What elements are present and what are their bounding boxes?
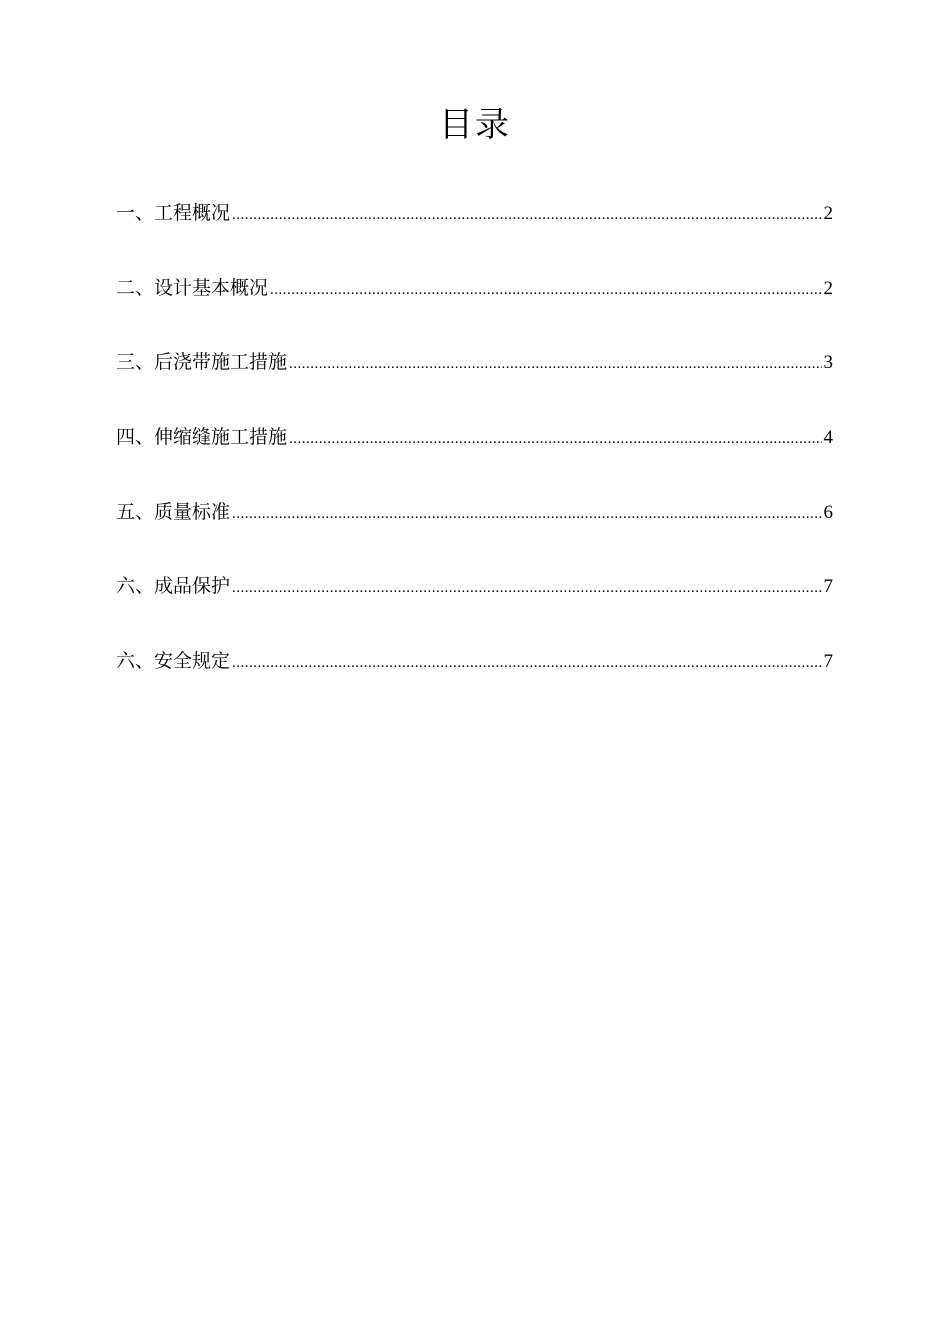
toc-entry-page-number: 2 <box>823 277 833 299</box>
toc-entry[interactable] <box>116 569 833 644</box>
toc-entry-label: 六、成品保护 <box>116 575 231 598</box>
toc-entry[interactable] <box>116 271 833 346</box>
toc-dot-leader <box>270 273 821 307</box>
toc-entry-label: 一、工程概况 <box>116 202 231 224</box>
toc-entry-page-number: 7 <box>823 576 833 598</box>
toc-entry-label: 六、安全规定 <box>116 650 231 673</box>
toc-entry[interactable] <box>116 420 833 495</box>
toc-entry[interactable] <box>116 495 833 570</box>
page-title: 目录 <box>439 105 511 145</box>
toc-dot-leader <box>232 198 821 232</box>
toc-entry-label: 五、质量标准 <box>116 500 231 523</box>
toc-entry-label: 二、设计基本概况 <box>116 276 269 299</box>
toc-entry[interactable] <box>116 644 833 719</box>
toc-dot-leader <box>232 497 821 531</box>
toc-entry-page-number: 7 <box>823 651 833 673</box>
toc-entry-page-number: 3 <box>823 352 833 374</box>
toc-entry-page-number: 6 <box>823 501 833 523</box>
toc-entry[interactable] <box>116 345 833 420</box>
toc-entry-label: 三、后浇带施工措施 <box>116 351 288 374</box>
toc-dot-leader <box>232 571 821 605</box>
toc-dot-leader <box>232 646 821 680</box>
toc-entry-label: 四、伸缩缝施工措施 <box>116 426 288 449</box>
table-of-contents <box>116 196 833 719</box>
toc-dot-leader <box>289 422 821 456</box>
toc-entry-page-number: 2 <box>823 203 833 224</box>
toc-entry-page-number: 4 <box>823 427 833 449</box>
toc-dot-leader <box>289 347 821 381</box>
toc-entry[interactable] <box>116 196 833 271</box>
